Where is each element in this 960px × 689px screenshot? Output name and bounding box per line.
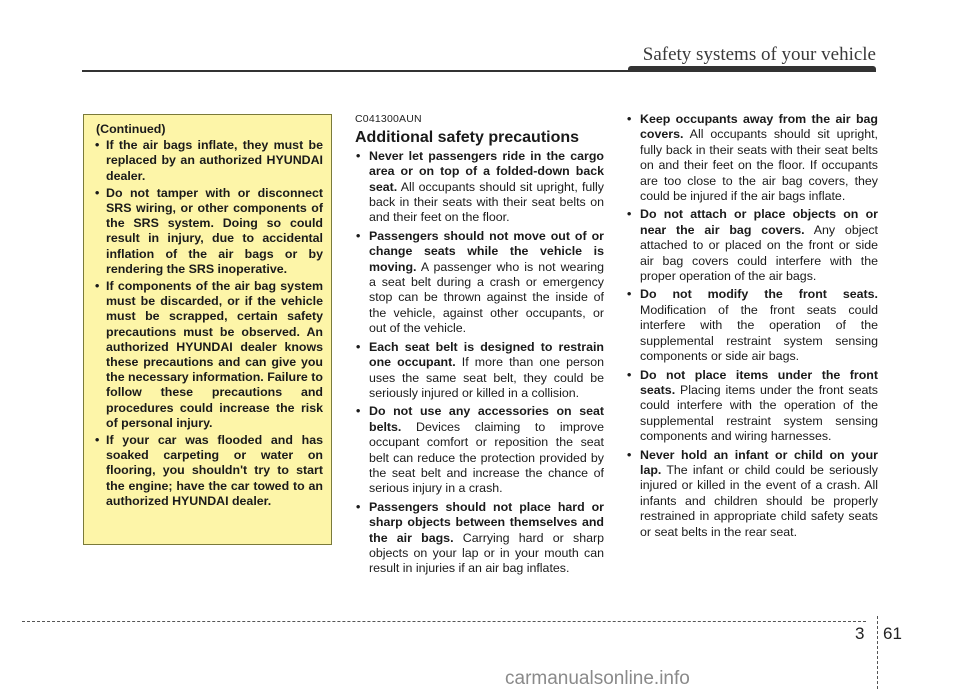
precaution-item xyxy=(626,287,878,364)
page-header-title: Safety systems of your vehicle xyxy=(642,44,876,65)
continued-label: (Continued) xyxy=(96,122,166,136)
precaution-heading: Do not modify the front seats. xyxy=(640,287,878,302)
warning-item: • Do not tamper with or disconnect SRS wiring, or other components of the SRS system. Doing so could result in injury, due to accidental inflation of the air bags or by rendering the SRS inoperative. xyxy=(92,186,323,277)
column-middle xyxy=(355,112,604,580)
footer-divider xyxy=(877,616,878,689)
precaution-item xyxy=(355,149,604,226)
footer-rule xyxy=(22,621,866,622)
precaution-item xyxy=(355,229,604,337)
precaution-text: Devices claiming to improve occupant comfort or reposition the seat belt can reduce the protection provided by the seat belt and increase the chance of serious injury in a crash. xyxy=(369,419,604,496)
precaution-text: Any object attached to or placed on the front or side air bag covers could interfere with the proper operation of the air bags. xyxy=(640,222,878,284)
warning-item: • If your car was flooded and has soaked carpeting or water on flooring, you shouldn't try to start the engine; have the car towed to an authorized HYUNDAI dealer. xyxy=(92,433,323,509)
warning-box xyxy=(83,114,332,545)
precaution-item xyxy=(626,112,878,204)
precautions-list-1 xyxy=(355,149,604,577)
precaution-heading: Do not use any accessories on seat belts. xyxy=(369,404,604,434)
header-rule xyxy=(82,70,876,72)
precaution-heading: Never hold an infant or child on your lap. xyxy=(640,447,878,477)
watermark: carmanualsonline.info xyxy=(505,668,690,689)
precaution-text: Placing items under the front seats could interfere with the operation of the supplemental restraint system sensing components and wiring harnesses. xyxy=(640,382,878,444)
precaution-text: The infant or child could be seriously injured or killed in the event of a crash. All infants and children should be properly restrained in appropriate child safety seats or seat belts in the rear seat. xyxy=(640,462,878,539)
precaution-item xyxy=(626,368,878,445)
precaution-item xyxy=(355,340,604,402)
precaution-heading: Keep occupants away from the air bag covers. xyxy=(640,112,878,142)
precautions-list-2 xyxy=(626,112,878,540)
precaution-text: A passenger who is not wearing a seat belt during a crash or emergency stop can be thrown against the inside of the vehicle, against other occupants, or out of the vehicle. xyxy=(369,259,604,336)
section-code: C041300AUN xyxy=(355,113,422,125)
precaution-item xyxy=(626,207,878,284)
warning-item: • If components of the air bag system must be discarded, or if the vehicle must be scrapped, certain safety precautions must be observed. An authorized HYUNDAI dealer knows these precautions and can give you the necessary information. Failure to follow these precautions and procedures could increase the risk of personal injury. xyxy=(92,279,323,431)
section-title: Additional safety precautions xyxy=(355,129,580,147)
precaution-text: Modification of the front seats could interfere with the operation of the supplemental restraint system sensing components or side air bags. xyxy=(640,302,878,364)
column-right xyxy=(626,112,878,543)
chapter-number: 3 xyxy=(855,624,865,643)
precaution-item xyxy=(355,404,604,496)
precaution-heading: Each seat belt is designed to restrain one occupant. xyxy=(369,339,604,370)
precaution-item xyxy=(355,500,604,577)
warning-list xyxy=(92,138,323,509)
precaution-heading: Do not attach or place objects on or near the air bag covers. xyxy=(640,207,878,237)
precaution-heading: Passengers should not move out of or change seats while the vehicle is moving. xyxy=(369,228,604,274)
precaution-text: All occupants should sit upright, fully back in their seats with their seat belts on and their feet on the floor. xyxy=(369,179,604,225)
page-number: 61 xyxy=(883,624,902,643)
precaution-heading: Passengers should not place hard or sharp objects between themselves and the air bags. xyxy=(369,499,604,545)
precaution-heading: Do not place items under the front seats. xyxy=(640,367,878,397)
precaution-item xyxy=(626,448,878,540)
precaution-text: Carrying hard or sharp objects on your lap or in your mouth can result in injuries if an air bag inflates. xyxy=(369,530,604,576)
precaution-text: If more than one person uses the same seat belt, they could be seriously injured or killed in a collision. xyxy=(369,355,604,400)
precaution-text: All occupants should sit upright, fully back in their seats with their seat belts on and their feet on the floor. If occupants are too close to the air bag covers, they could be injured if the air bags inflate. xyxy=(640,127,878,204)
warning-item: • If the air bags inflate, they must be replaced by an authorized HYUNDAI dealer. xyxy=(92,138,323,184)
precaution-heading: Never let passengers ride in the cargo area or on top of a folded-down back seat. xyxy=(369,148,604,194)
